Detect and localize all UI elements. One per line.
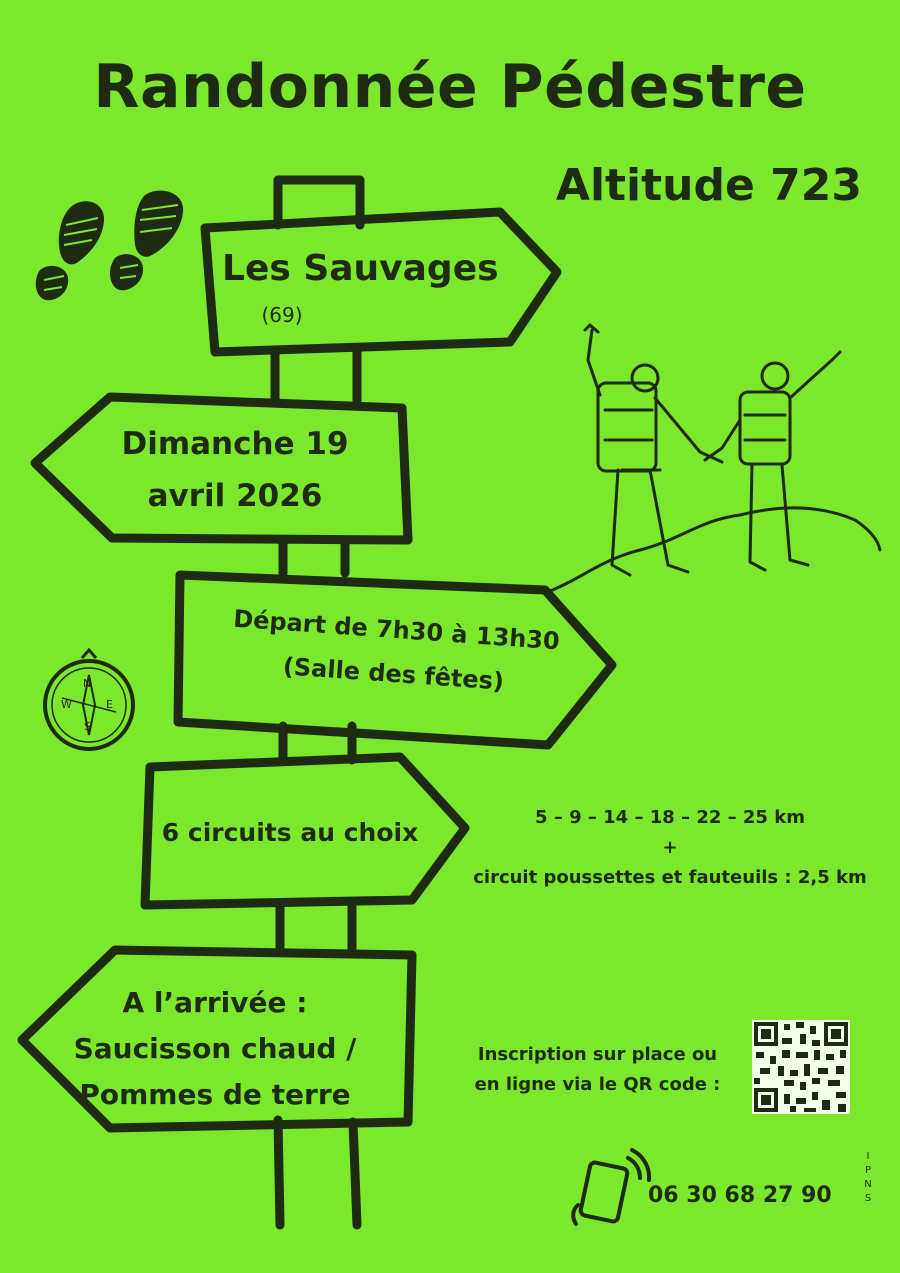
altitude-heading: Altitude 723 bbox=[555, 160, 862, 211]
location-name: Les Sauvages bbox=[222, 248, 499, 289]
date-line-2: avril 2026 bbox=[147, 478, 323, 514]
compass-north: N bbox=[83, 677, 92, 690]
arrival-line-1: A l’arrivée : bbox=[122, 986, 308, 1019]
post-segment bbox=[275, 350, 357, 402]
page-title: Randonnée Pédestre bbox=[93, 52, 807, 122]
phone-number[interactable]: 06 30 68 27 90 bbox=[648, 1183, 832, 1208]
arrival-line-3: Pommes de terre bbox=[79, 1078, 351, 1111]
registration-line-2: en ligne via le QR code : bbox=[474, 1074, 721, 1095]
ipns-letter: N bbox=[864, 1179, 872, 1190]
compass-west: W bbox=[61, 698, 72, 711]
distances-list: 5 – 9 – 14 – 18 – 22 – 25 km bbox=[535, 807, 805, 828]
ipns-letter: I bbox=[866, 1151, 870, 1162]
ipns-letter: S bbox=[864, 1193, 872, 1204]
ipns-mark bbox=[858, 1150, 878, 1206]
post-segment bbox=[280, 903, 352, 950]
distances-info bbox=[470, 803, 870, 893]
registration-line-1: Inscription sur place ou bbox=[477, 1044, 718, 1065]
hikers-illustration bbox=[545, 325, 880, 593]
compass-south: S bbox=[84, 720, 91, 733]
arrival-info bbox=[50, 980, 380, 1118]
registration-info bbox=[455, 1040, 740, 1100]
ipns-letter: P bbox=[864, 1165, 872, 1176]
date-line-1: Dimanche 19 bbox=[121, 426, 349, 462]
departure-place: (Salle des fêtes) bbox=[282, 652, 505, 696]
accessible-circuit: circuit poussettes et fauteuils : 2,5 km bbox=[473, 867, 867, 888]
compass-east: E bbox=[106, 698, 113, 711]
arrival-line-2: Saucisson chaud / bbox=[73, 1032, 357, 1065]
circuits-label: 6 circuits au choix bbox=[161, 818, 419, 847]
compass-icon bbox=[45, 650, 133, 749]
departure-time: Départ de 7h30 à 13h30 bbox=[232, 604, 561, 656]
qr-code[interactable] bbox=[752, 1020, 850, 1114]
event-date bbox=[90, 418, 380, 522]
distances-plus: + bbox=[662, 837, 678, 858]
location-department: (69) bbox=[261, 303, 303, 327]
phone-icon bbox=[573, 1150, 649, 1224]
post-bottom bbox=[278, 1120, 357, 1225]
post-segment bbox=[283, 542, 345, 573]
